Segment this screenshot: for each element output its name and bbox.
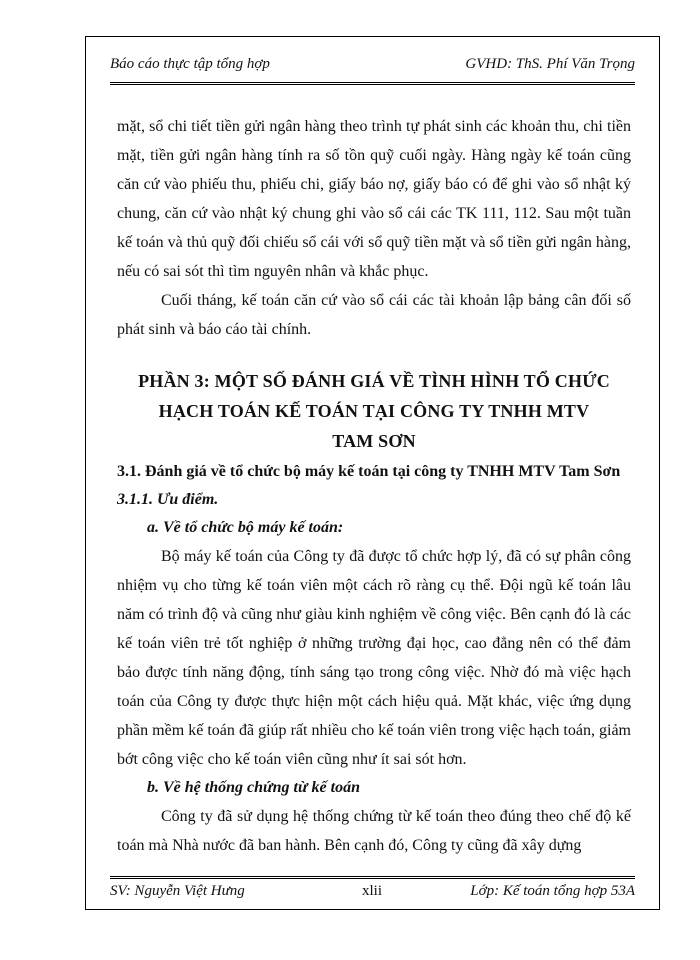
subsection-b-heading: b. Về hệ thống chứng từ kế toán	[147, 779, 360, 796]
paragraph-cash-book: mặt, sổ chi tiết tiền gửi ngân hàng theo trình tự phát sinh các khoản thu, chi tiền mặt, tiền gửi ngân hàng tính ra số tồn quỹ cuối ngày. Hàng ngày kế toán cũng căn cứ vào phiếu thu, phiếu chi, giấy báo nợ, giấy báo có để ghi vào sổ nhật ký chung, căn cứ vào nhật ký chung ghi vào sổ cái các TK 111, 112. Sau một tuần kế toán và thủ quỹ đối chiếu sổ cái với sổ quỹ tiền mặt và sổ tiền gửi ngân hàng, nếu có sai sót thì tìm nguyên nhân và khắc phục.	[117, 118, 631, 280]
section-3-1-heading: 3.1. Đánh giá về tổ chức bộ máy kế toán tại công ty TNHH MTV Tam Sơn	[117, 463, 621, 480]
part-title-line-3: TAM SƠN	[332, 431, 416, 451]
part-title-line-1: PHẦN 3: MỘT SỐ ĐÁNH GIÁ VỀ TÌNH HÌNH TỔ CHỨC	[138, 371, 610, 391]
paragraph-document-system: Công ty đã sử dụng hệ thống chứng từ kế toán theo đúng theo chế độ kế toán mà Nhà nước đã ban hành. Bên cạnh đó, Công ty cũng đã xây dựng	[117, 808, 631, 854]
section-3-1-1-heading: 3.1.1. Ưu điểm.	[117, 491, 219, 508]
subsection-a-heading: a. Về tổ chức bộ máy kế toán:	[147, 519, 344, 536]
page-header	[110, 56, 635, 85]
header-report-title: Báo cáo thực tập tổng hợp	[110, 56, 270, 72]
header-supervisor: GVHD: ThS. Phí Văn Trọng	[465, 56, 635, 72]
part-3-title	[117, 366, 631, 456]
footer-student: SV: Nguyễn Việt Hưng	[110, 883, 245, 899]
page-content	[117, 112, 631, 860]
footer-page-number: xlii	[362, 883, 383, 899]
paragraph-month-end: Cuối tháng, kế toán căn cứ vào sổ cái các tài khoản lập bảng cân đối số phát sinh và báo cáo tài chính.	[117, 292, 631, 338]
footer-class: Lớp: Kế toán tổng hợp 53A	[470, 883, 635, 899]
paragraph-accounting-apparatus: Bộ máy kế toán của Công ty đã được tổ chức hợp lý, đã có sự phân công nhiệm vụ cho từng kế toán viên một cách rõ ràng cụ thể. Đội ngũ kế toán lâu năm có trình độ và cũng như giàu kinh nghiệm về công việc. Bên cạnh đó là các kế toán viên trẻ tốt nghiệp ở những trường đại học, cao đẳng nên có thể đảm bảo được tính năng động, tính sáng tạo trong công việc. Nhờ đó mà việc hạch toán của Công ty được thực hiện một cách hiệu quả. Mặt khác, việc ứng dụng phần mềm kế toán đã giúp rất nhiều cho kế toán viên trong việc hạch toán, giảm bớt công việc cho kế toán viên cũng như ít sai sót hơn.	[117, 548, 631, 768]
page-footer	[110, 876, 635, 902]
part-title-line-2: HẠCH TOÁN KẾ TOÁN TẠI CÔNG TY TNHH MTV	[158, 401, 590, 421]
